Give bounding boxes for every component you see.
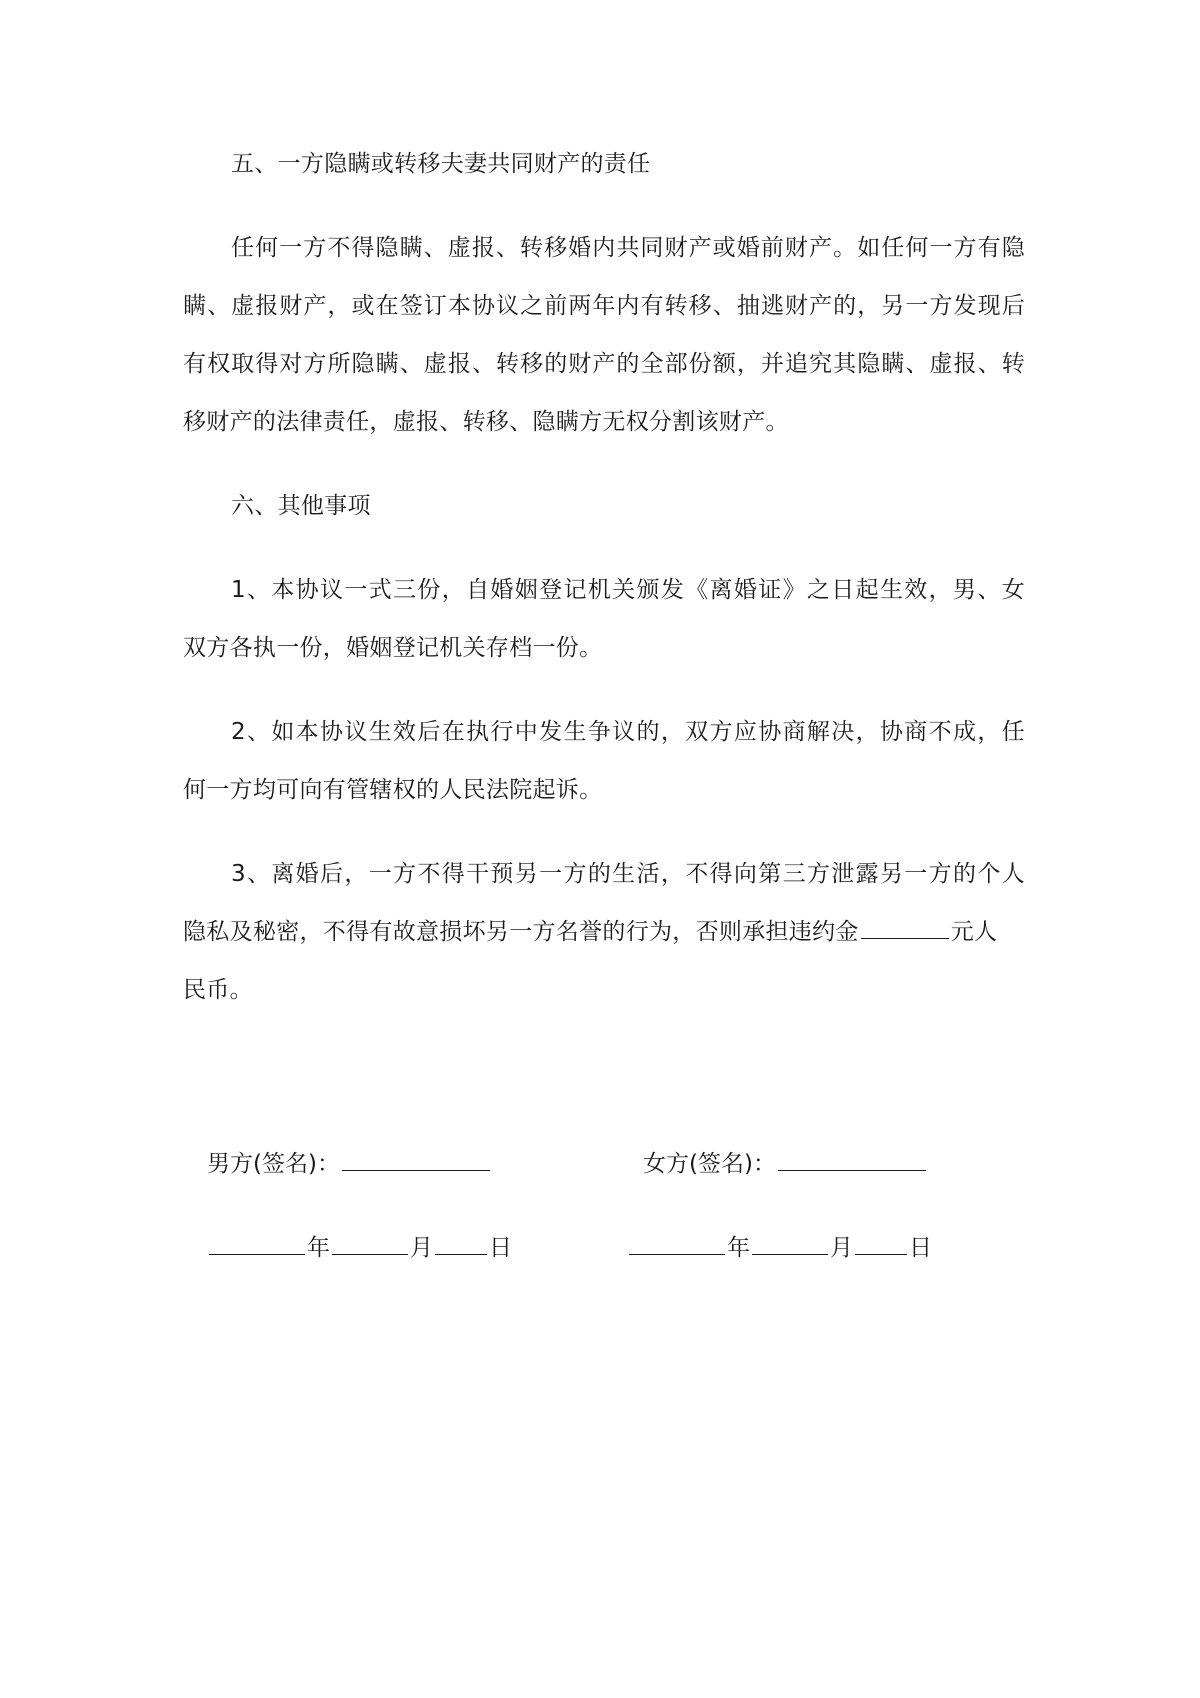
year-label: 年 — [727, 1235, 750, 1261]
female-signature — [643, 1148, 928, 1180]
paragraph-line: 移财产的法律责任，虚报、转移、隐瞒方无权分割该财产。 — [183, 409, 789, 435]
female-signature-blank[interactable] — [778, 1148, 926, 1171]
year-blank[interactable] — [209, 1232, 305, 1255]
female-date — [627, 1232, 932, 1264]
male-signature — [207, 1148, 492, 1180]
paragraph-text: 元人 — [950, 919, 998, 945]
month-blank[interactable] — [332, 1232, 408, 1255]
paragraph-line: 任何一方不得隐瞒、虚报、转移婚内共同财产或婚前财产。如任何一方有隐 — [231, 235, 1025, 261]
day-blank[interactable] — [855, 1232, 907, 1255]
month-label: 月 — [410, 1235, 433, 1261]
section-heading: 五、一方隐瞒或转移夫妻共同财产的责任 — [231, 151, 651, 177]
paragraph-line-with-blank — [183, 916, 997, 948]
month-label: 月 — [830, 1235, 853, 1261]
day-label: 日 — [489, 1235, 512, 1261]
year-label: 年 — [307, 1235, 330, 1261]
month-blank[interactable] — [752, 1232, 828, 1255]
day-blank[interactable] — [435, 1232, 487, 1255]
year-blank[interactable] — [629, 1232, 725, 1255]
paragraph-line: 何一方均可向有管辖权的人民法院起诉。 — [183, 777, 603, 803]
paragraph-line: 3、离婚后，一方不得干预另一方的生活，不得向第三方泄露另一方的个人 — [231, 861, 1025, 887]
paragraph-text: 隐私及秘密，不得有故意损坏另一方名誉的行为，否则承担违约金 — [183, 919, 859, 945]
paragraph-line: 1、本协议一式三份，自婚姻登记机关颁发《离婚证》之日起生效，男、女 — [231, 577, 1025, 603]
section-heading: 六、其他事项 — [231, 493, 371, 519]
paragraph-line: 有权取得对方所隐瞒、虚报、转移的财产的全部份额，并追究其隐瞒、虚报、转 — [183, 351, 1025, 377]
paragraph-line: 瞒、虚报财产，或在签订本协议之前两年内有转移、抽逃财产的，另一方发现后 — [183, 293, 1025, 319]
penalty-amount-blank[interactable] — [861, 916, 949, 939]
paragraph-line: 民币。 — [183, 977, 253, 1003]
male-signature-label: 男方(签名)： — [207, 1151, 340, 1177]
female-signature-label: 女方(签名)： — [643, 1151, 776, 1177]
paragraph-line: 2、如本协议生效后在执行中发生争议的，双方应协商解决，协商不成，任 — [231, 719, 1025, 745]
male-signature-blank[interactable] — [342, 1148, 490, 1171]
day-label: 日 — [909, 1235, 932, 1261]
paragraph-line: 双方各执一份，婚姻登记机关存档一份。 — [183, 635, 603, 661]
male-date — [207, 1232, 512, 1264]
